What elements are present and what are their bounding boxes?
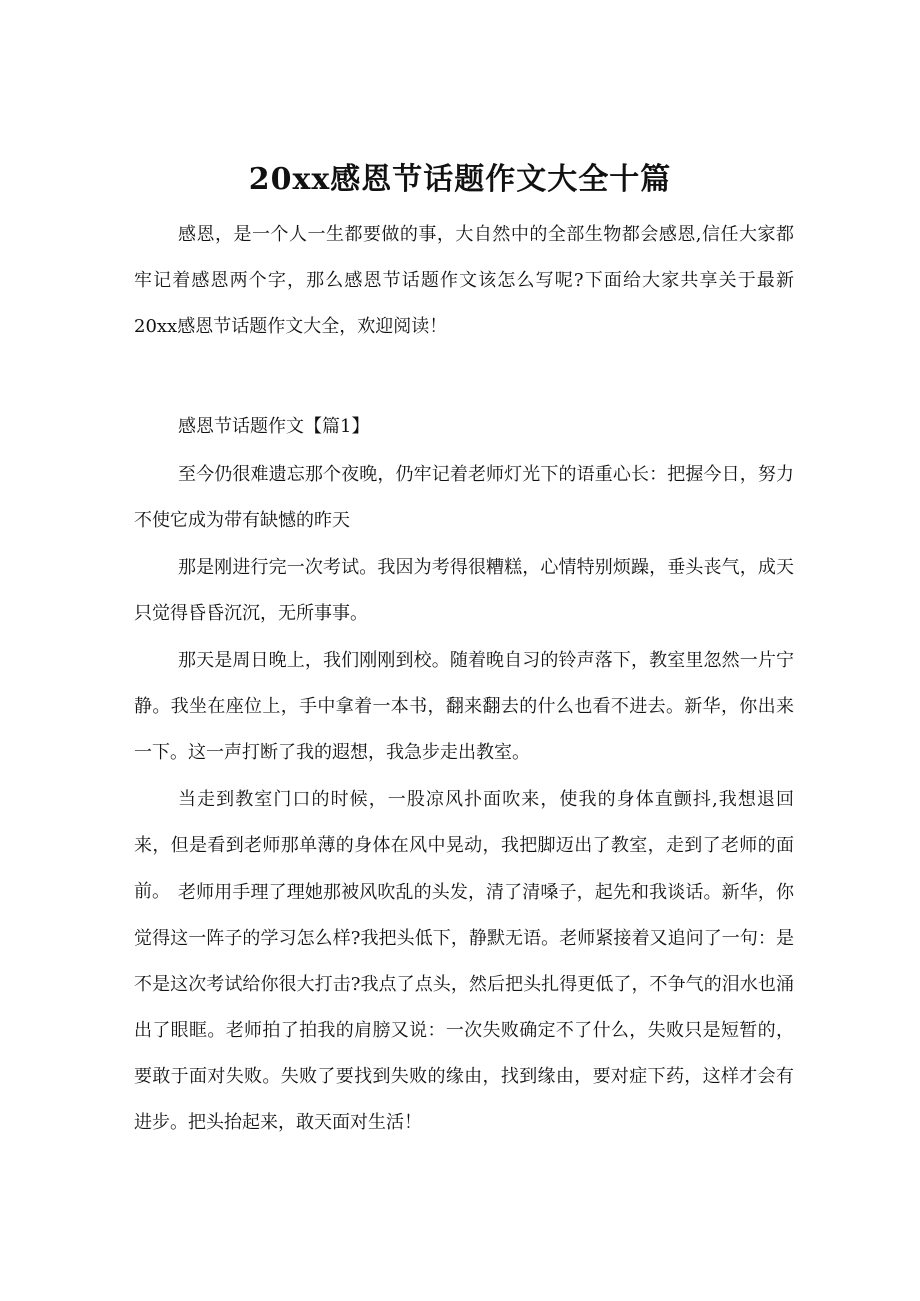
body-paragraph-5: 老师用手理了理她那被风吹乱的头发，清了清嗓子，起先和我谈话。新华，你觉得这一阵子的学习怎么样?我把头低下，静默无语。老师紧接着又追问了一句：是不是这次考试给你很大打击?我点了点头，然后把头扎得更低了，不争气的泪水也涌出了眼眶。老师拍了拍我的肩膀又说：一次失败确定不了什么，失败只是短暂的，要敢于面对失败。失败了要找到失败的缘由，找到缘由，要对症下药，这样才会有进步。把头抬起来，敢天面对生活！	[134, 882, 794, 1133]
body-paragraph-3: 那天是周日晚上，我们刚刚到校。随着晚自习的铃声落下，教室里忽然一片宁静。我坐在座位上，手中拿着一本书，翻来翻去的什么也看不进去。新华，你出来一下。这一声打断了我的遐想，我急步走出教室。	[134, 650, 794, 763]
body-paragraph-4: 当走到教室门口的时候，一股凉风扑面吹来，使我的身体直颤抖,我想退回来，但是看到老师那单薄的身体在风中晃动，我把脚迈出了教室，走到了老师的面前。	[134, 789, 794, 902]
document-title: 20xx感恩节话题作文大全十篇	[248, 162, 672, 198]
body-paragraph-1: 至今仍很难遗忘那个夜晚，仍牢记着老师灯光下的语重心长：把握今日，努力不使它成为带有缺憾的昨天	[134, 464, 794, 531]
section-heading: 感恩节话题作文【篇1】	[178, 416, 370, 437]
intro-paragraph: 感恩，是一个人一生都要做的事，大自然中的全部生物都会感恩,信任大家都牢记着感恩两个字，那么感恩节话题作文该怎么写呢?下面给大家共享关于最新20xx感恩节话题作文大全，欢迎阅读！	[134, 224, 794, 337]
body-paragraph-2: 那是刚进行完一次考试。我因为考得很糟糕，心情特别烦躁，垂头丧气，成天只觉得昏昏沉沉，无所事事。	[134, 557, 794, 624]
